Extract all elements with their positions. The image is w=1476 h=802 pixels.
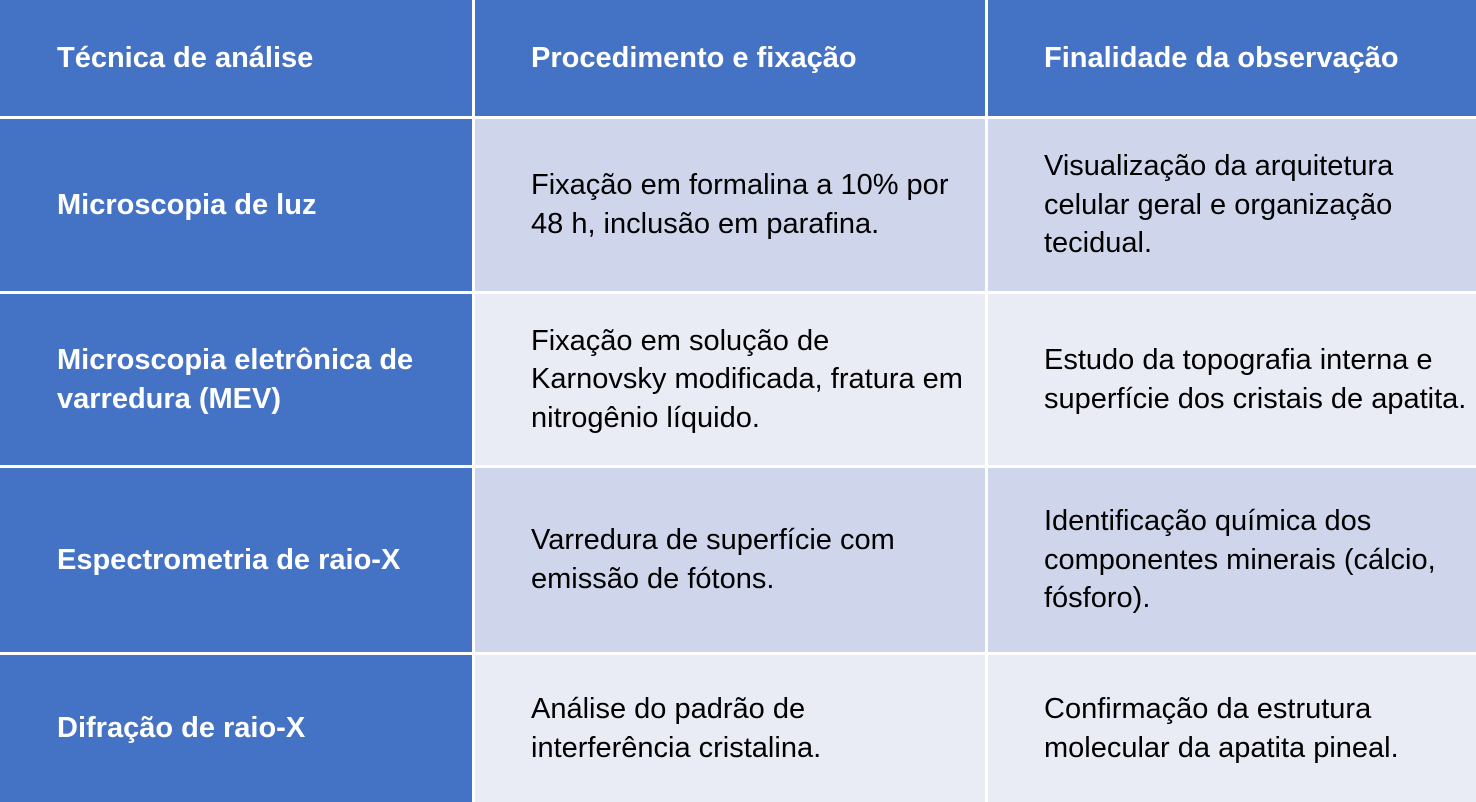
row-4-procedure: Análise do padrão de interferência cristalina. [475,655,985,802]
row-3-procedure: Varredura de superfície com emissão de fótons. [475,468,985,652]
row-2-technique: Microscopia eletrônica de varredura (MEV) [0,294,472,465]
row-2-purpose: Estudo da topografia interna e superfície dos cristais de apatita. [988,294,1476,465]
row-4-technique: Difração de raio-X [0,655,472,802]
row-3-purpose: Identificação química dos componentes minerais (cálcio, fósforo). [988,468,1476,652]
row-1-technique: Microscopia de luz [0,119,472,291]
row-2-procedure: Fixação em solução de Karnovsky modificada, fratura em nitrogênio líquido. [475,294,985,465]
row-1-purpose: Visualização da arquitetura celular geral e organização tecidual. [988,119,1476,291]
row-1-procedure: Fixação em formalina a 10% por 48 h, inclusão em parafina. [475,119,985,291]
column-header-technique: Técnica de análise [0,0,472,116]
row-4-purpose: Confirmação da estrutura molecular da apatita pineal. [988,655,1476,802]
column-header-procedure: Procedimento e fixação [475,0,985,116]
column-header-purpose: Finalidade da observação [988,0,1476,116]
row-3-technique: Espectrometria de raio-X [0,468,472,652]
